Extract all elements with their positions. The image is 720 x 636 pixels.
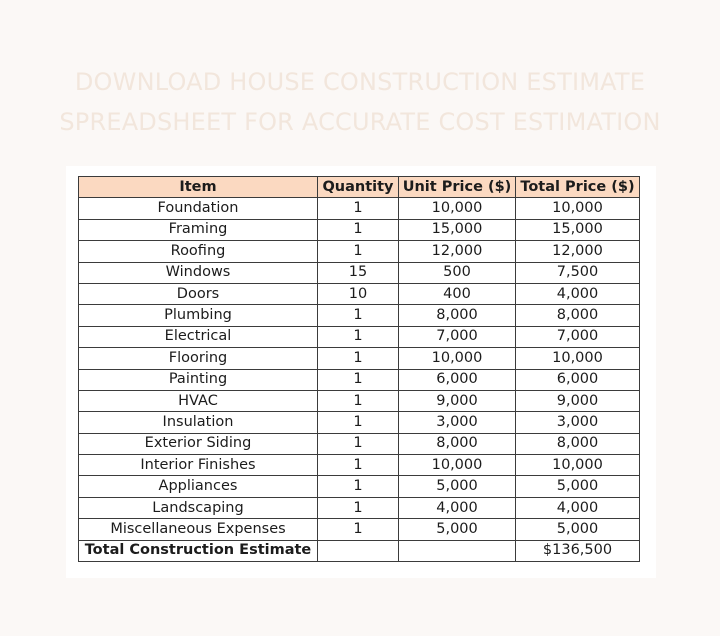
header-cell-unit-price: Unit Price ($) <box>399 177 516 198</box>
item-cell: Painting <box>79 369 318 390</box>
quantity-cell: 1 <box>318 348 399 369</box>
table-row <box>79 369 640 390</box>
total-price-cell: 7,000 <box>516 326 640 347</box>
unit-price-cell: 9,000 <box>399 390 516 411</box>
total-label: Total Construction Estimate <box>79 540 318 561</box>
total-empty-cell <box>399 540 516 561</box>
unit-price-cell: 400 <box>399 283 516 304</box>
total-price-cell: 7,500 <box>516 262 640 283</box>
table-row <box>79 241 640 262</box>
item-cell: Foundation <box>79 198 318 219</box>
header-cell-total-price: Total Price ($) <box>516 177 640 198</box>
total-price-cell: 4,000 <box>516 497 640 518</box>
page-title <box>0 62 720 142</box>
unit-price-cell: 10,000 <box>399 455 516 476</box>
table-row <box>79 283 640 304</box>
header-cell-item: Item <box>79 177 318 198</box>
total-price-cell: 15,000 <box>516 219 640 240</box>
total-price-cell: 8,000 <box>516 305 640 326</box>
item-cell: Interior Finishes <box>79 455 318 476</box>
item-cell: Appliances <box>79 476 318 497</box>
total-price-cell: 3,000 <box>516 412 640 433</box>
quantity-cell: 10 <box>318 283 399 304</box>
table-row <box>79 305 640 326</box>
total-row <box>79 540 640 561</box>
table-row <box>79 219 640 240</box>
total-price-cell: 10,000 <box>516 455 640 476</box>
total-empty-cell <box>318 540 399 561</box>
table-row <box>79 455 640 476</box>
total-price-cell: 10,000 <box>516 198 640 219</box>
unit-price-cell: 5,000 <box>399 519 516 540</box>
unit-price-cell: 10,000 <box>399 198 516 219</box>
total-price-cell: 12,000 <box>516 241 640 262</box>
unit-price-cell: 7,000 <box>399 326 516 347</box>
table-row <box>79 348 640 369</box>
quantity-cell: 1 <box>318 497 399 518</box>
table-row <box>79 519 640 540</box>
unit-price-cell: 8,000 <box>399 433 516 454</box>
title-line-1: DOWNLOAD HOUSE CONSTRUCTION ESTIMATE <box>74 68 646 96</box>
item-cell: Landscaping <box>79 497 318 518</box>
item-cell: Flooring <box>79 348 318 369</box>
item-cell: Framing <box>79 219 318 240</box>
unit-price-cell: 500 <box>399 262 516 283</box>
item-cell: Electrical <box>79 326 318 347</box>
unit-price-cell: 12,000 <box>399 241 516 262</box>
total-value: $136,500 <box>516 540 640 561</box>
quantity-cell: 1 <box>318 455 399 476</box>
quantity-cell: 1 <box>318 390 399 411</box>
table-row <box>79 198 640 219</box>
unit-price-cell: 15,000 <box>399 219 516 240</box>
total-price-cell: 5,000 <box>516 519 640 540</box>
item-cell: Doors <box>79 283 318 304</box>
table-row <box>79 412 640 433</box>
total-price-cell: 6,000 <box>516 369 640 390</box>
quantity-cell: 1 <box>318 198 399 219</box>
item-cell: Plumbing <box>79 305 318 326</box>
total-price-cell: 8,000 <box>516 433 640 454</box>
item-cell: Exterior Siding <box>79 433 318 454</box>
table-row <box>79 476 640 497</box>
item-cell: HVAC <box>79 390 318 411</box>
quantity-cell: 1 <box>318 476 399 497</box>
unit-price-cell: 10,000 <box>399 348 516 369</box>
unit-price-cell: 4,000 <box>399 497 516 518</box>
quantity-cell: 1 <box>318 519 399 540</box>
quantity-cell: 1 <box>318 241 399 262</box>
table-row <box>79 497 640 518</box>
quantity-cell: 1 <box>318 412 399 433</box>
unit-price-cell: 5,000 <box>399 476 516 497</box>
quantity-cell: 1 <box>318 433 399 454</box>
total-price-cell: 10,000 <box>516 348 640 369</box>
table-row <box>79 326 640 347</box>
total-price-cell: 5,000 <box>516 476 640 497</box>
header-row <box>79 177 640 198</box>
item-cell: Miscellaneous Expenses <box>79 519 318 540</box>
quantity-cell: 15 <box>318 262 399 283</box>
quantity-cell: 1 <box>318 219 399 240</box>
quantity-cell: 1 <box>318 326 399 347</box>
title-line-2: SPREADSHEET FOR ACCURATE COST ESTIMATION <box>59 108 661 136</box>
total-price-cell: 4,000 <box>516 283 640 304</box>
unit-price-cell: 3,000 <box>399 412 516 433</box>
quantity-cell: 1 <box>318 305 399 326</box>
estimate-table <box>78 176 640 562</box>
table-row <box>79 262 640 283</box>
item-cell: Roofing <box>79 241 318 262</box>
item-cell: Windows <box>79 262 318 283</box>
item-cell: Insulation <box>79 412 318 433</box>
quantity-cell: 1 <box>318 369 399 390</box>
table-row <box>79 433 640 454</box>
total-price-cell: 9,000 <box>516 390 640 411</box>
header-cell-quantity: Quantity <box>318 177 399 198</box>
unit-price-cell: 8,000 <box>399 305 516 326</box>
unit-price-cell: 6,000 <box>399 369 516 390</box>
table-row <box>79 390 640 411</box>
